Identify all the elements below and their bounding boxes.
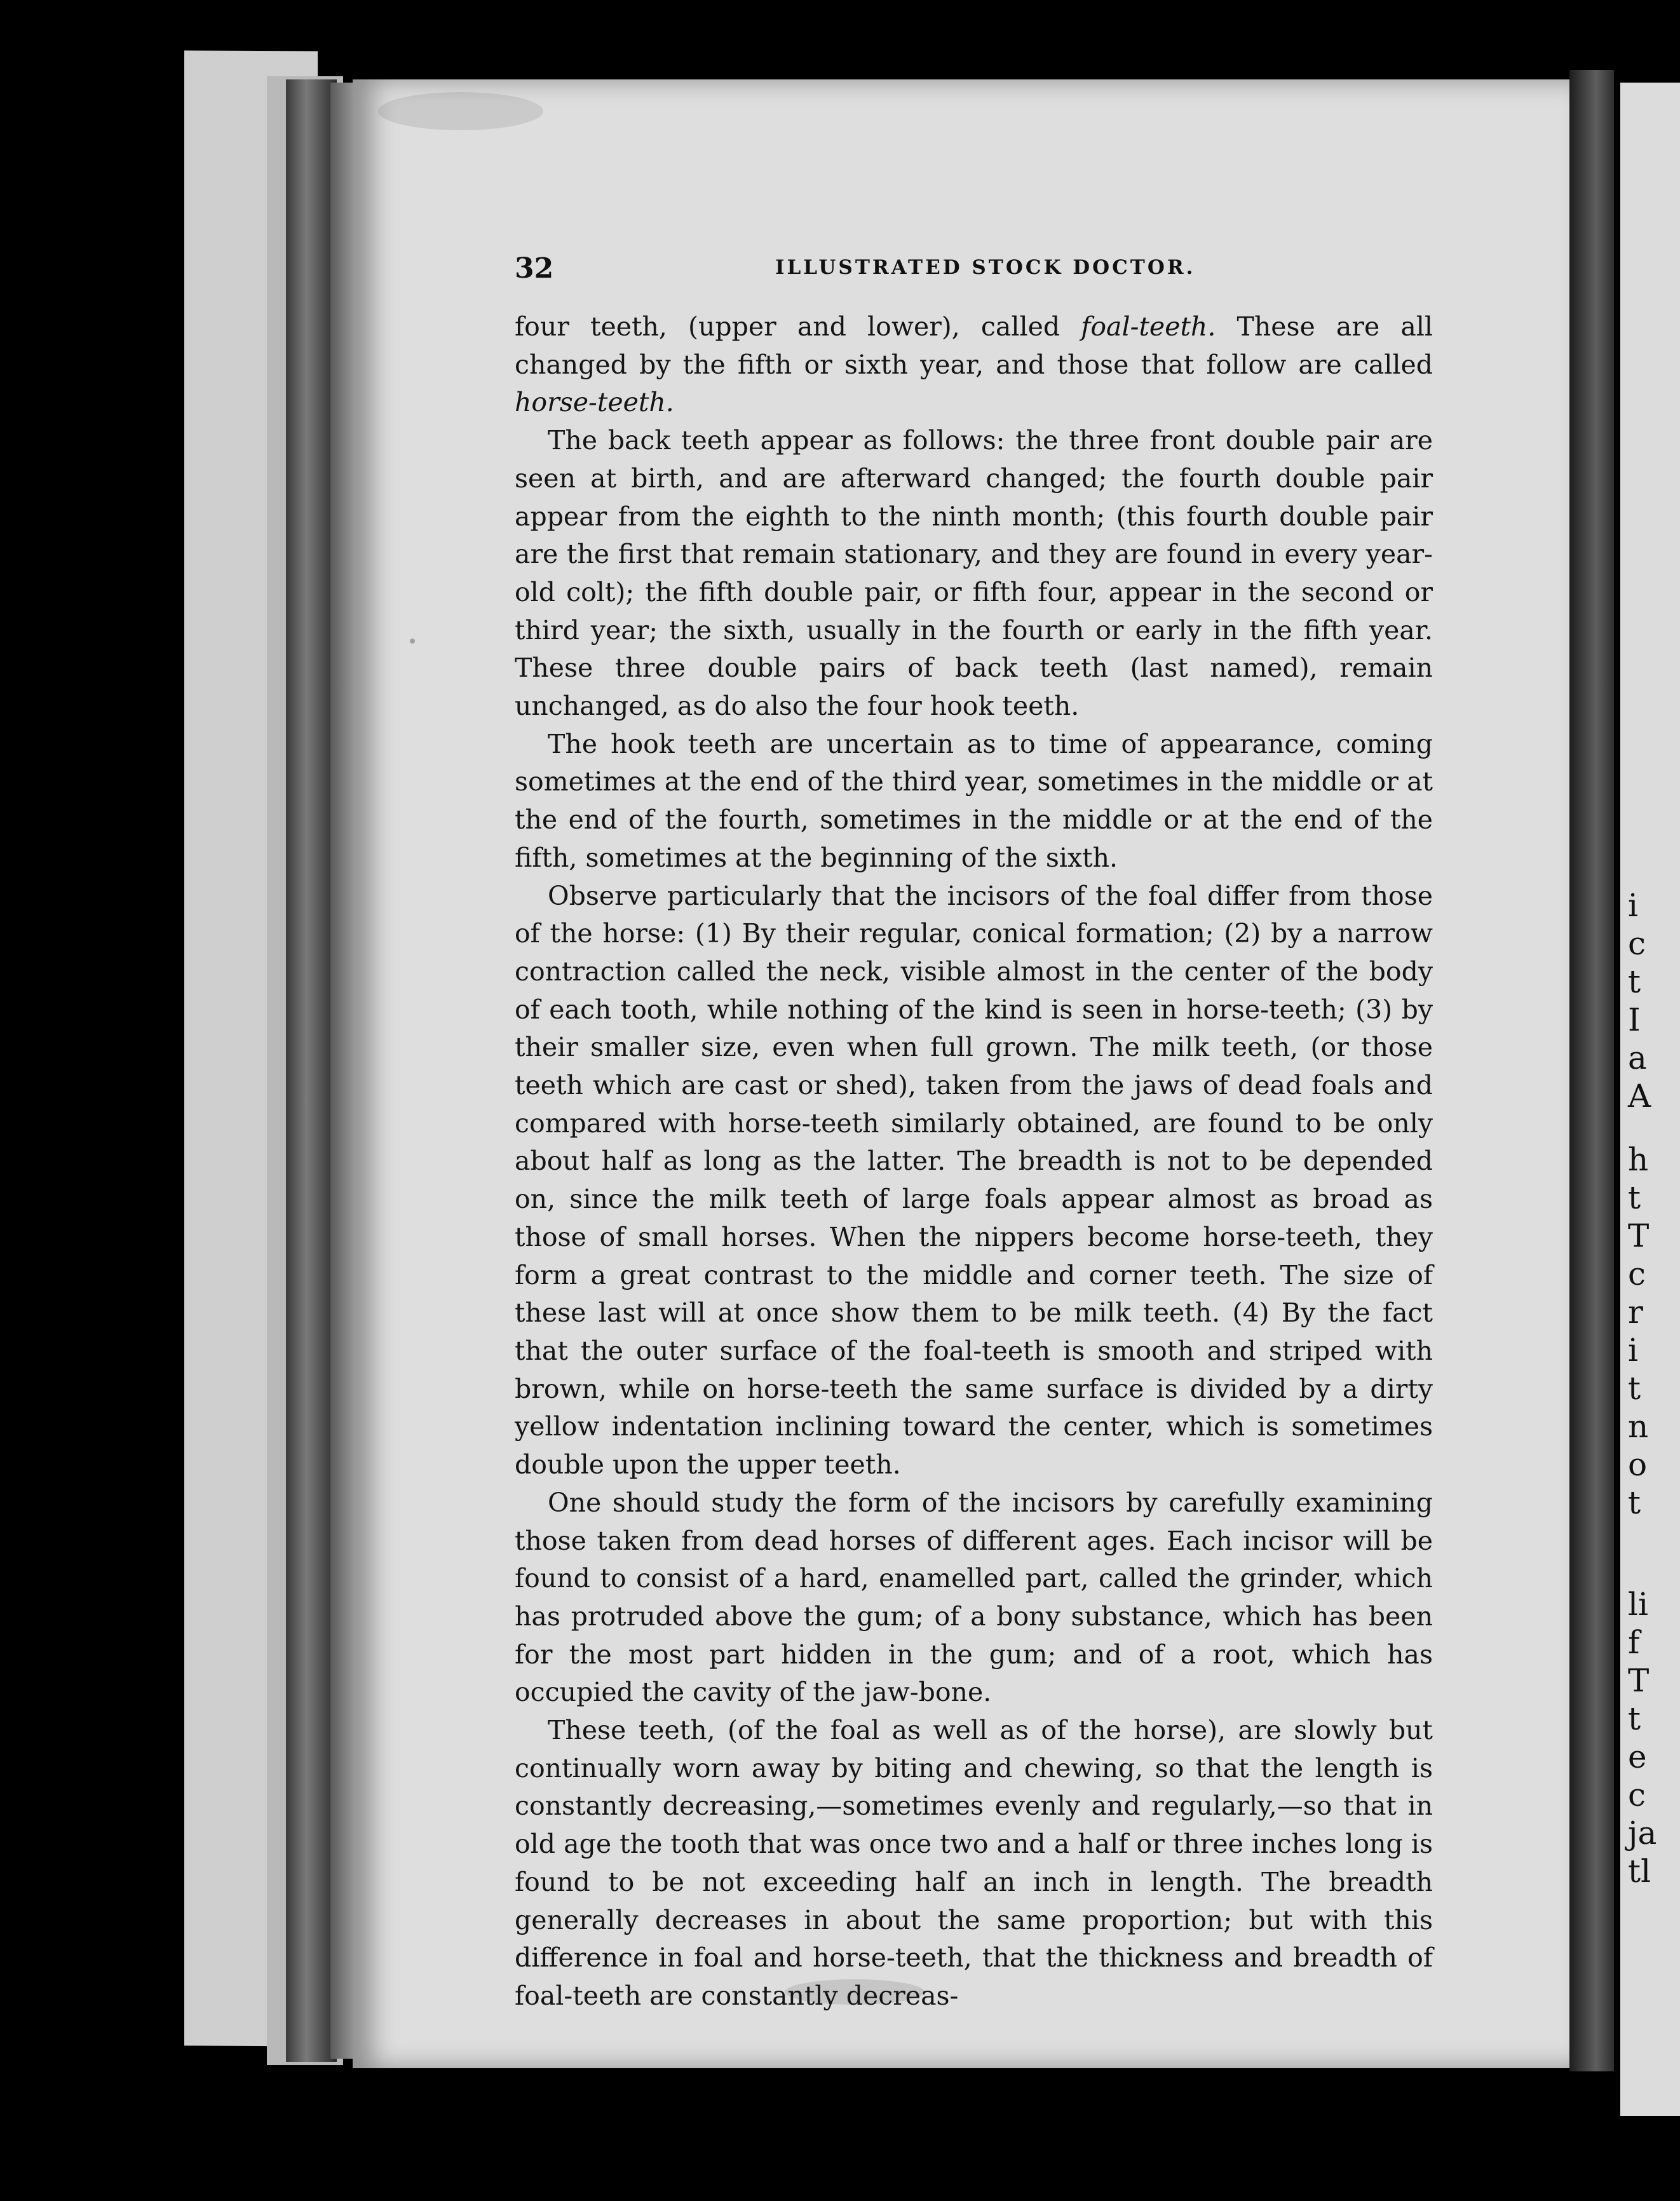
next-page-fragment: a xyxy=(1628,1040,1647,1076)
next-page-fragment: h xyxy=(1628,1141,1649,1178)
next-page-fragment: A xyxy=(1628,1078,1651,1114)
scan-speck xyxy=(410,639,415,644)
term-foal-teeth: foal-teeth. xyxy=(1081,311,1216,342)
right-gutter-shadow xyxy=(1569,70,1614,2071)
next-page-fragment: tl xyxy=(1628,1853,1651,1890)
body-text xyxy=(515,308,1433,2015)
next-page-fragment: c xyxy=(1628,925,1646,962)
paragraph-1-text-c: These are all changed by the fifth or sixth year, and those that follow are called xyxy=(515,311,1433,380)
paragraph-6: These teeth, (of the foal as well as of the horse), are slowly but continually worn away by biting and chewing, so that the length is constantly decreasing,—sometimes evenly and regularly,—so that in old age the tooth that was once two and a half or three inches long is found to be not exceeding half an inch in length. The breadth generally decreases in about the same proportion; but with this difference in foal and horse-teeth, that the thickness and breadth of foal-teeth are constantly decreas- xyxy=(515,1715,1433,2011)
running-head xyxy=(515,252,1433,290)
paragraph-1-text-a: four teeth, (upper and lower), called xyxy=(515,311,1081,342)
next-page-fragment: c xyxy=(1628,1777,1646,1813)
book-spine-shadow xyxy=(286,79,337,2062)
next-page-fragment: n xyxy=(1628,1408,1649,1445)
paragraph-3: The hook teeth are uncertain as to time of appearance, coming sometimes at the end of the third year, sometimes in the middle or at the end of the fourth, sometimes in the middle or at the end of the fifth, sometimes at the beginning of the sixth. xyxy=(515,728,1433,873)
running-title: ILLUSTRATED STOCK DOCTOR. xyxy=(775,256,1196,279)
next-page-fragment: ja xyxy=(1628,1815,1657,1852)
next-page-fragment: o xyxy=(1628,1446,1648,1483)
next-page-fragment: i xyxy=(1628,887,1638,924)
paragraph-2: The back teeth appear as follows: the three front double pair are seen at birth, and are afterward changed; the fourth double pair appear from the eighth to the ninth month; (this fourth double pair are the first that remain stationary, and they are found in every year-old colt); the fifth double pair, or fifth four, appear in the second or third year; the sixth, usually in the fourth or early in the fifth year. These three double pairs of back teeth (last named), remain unchanged, as do also the four hook teeth. xyxy=(515,425,1433,722)
next-page-fragment: I xyxy=(1628,1001,1641,1038)
paragraph-4: Observe particularly that the incisors of the foal differ from those of the horse: (1) By their regular, conical formation; (2) by a narrow contraction called the neck, visible almost in the center of the body of each tooth, while nothing of the kind is seen in horse-teeth; (3) by their smaller size, even when full grown. The milk teeth, (or those teeth which are cast or shed), taken from the jaws of dead foals and compared with horse-teeth similarly obtained, are found to be only about half as long as the latter. The breadth is not to be depended on, since the milk teeth of large foals appear almost as broad as those of small horses. When the nippers become horse-teeth, they form a great contrast to the middle and corner teeth. The size of these last will at once show them to be milk teeth. (4) By the fact that the outer surface of the foal-teeth is smooth and striped with brown, while on horse-teeth the same surface is divided by a dirty yellow indentation inclining toward the center, which is sometimes double upon the upper teeth. xyxy=(515,880,1433,1480)
page-number: 32 xyxy=(515,252,554,285)
next-page-fragment: t xyxy=(1628,1370,1641,1407)
next-page-fragment: i xyxy=(1628,1332,1638,1369)
scan-smudge xyxy=(378,92,543,130)
next-page-fragment: c xyxy=(1628,1256,1646,1292)
book-page xyxy=(353,79,1569,2068)
book-edge-inner xyxy=(330,83,356,2059)
next-page-fragment: T xyxy=(1628,1662,1650,1699)
next-page-fragment: t xyxy=(1628,1179,1641,1216)
paragraph-1 xyxy=(515,308,1433,422)
next-page-fragment: t xyxy=(1628,1484,1641,1521)
term-horse-teeth: horse-teeth. xyxy=(515,387,674,418)
next-page-fragment: t xyxy=(1628,963,1641,1000)
next-page-fragment: t xyxy=(1628,1700,1641,1737)
paragraph-5: One should study the form of the incisors by carefully examining those taken from dead horses of different ages. Each incisor will be found to consist of a hard, enamelled part, called the grinder, which has protruded above the gum; of a bony substance, which has been for the most part hidden in the gum; and of a root, which has occupied the cavity of the jaw-bone. xyxy=(515,1487,1433,1708)
next-page-fragment: T xyxy=(1628,1217,1650,1254)
next-page-fragment: e xyxy=(1628,1738,1647,1775)
next-page-fragment: f xyxy=(1628,1624,1640,1661)
next-page-edge xyxy=(1620,83,1680,2116)
next-page-fragment: li xyxy=(1628,1586,1648,1623)
next-page-fragment: r xyxy=(1628,1294,1643,1331)
